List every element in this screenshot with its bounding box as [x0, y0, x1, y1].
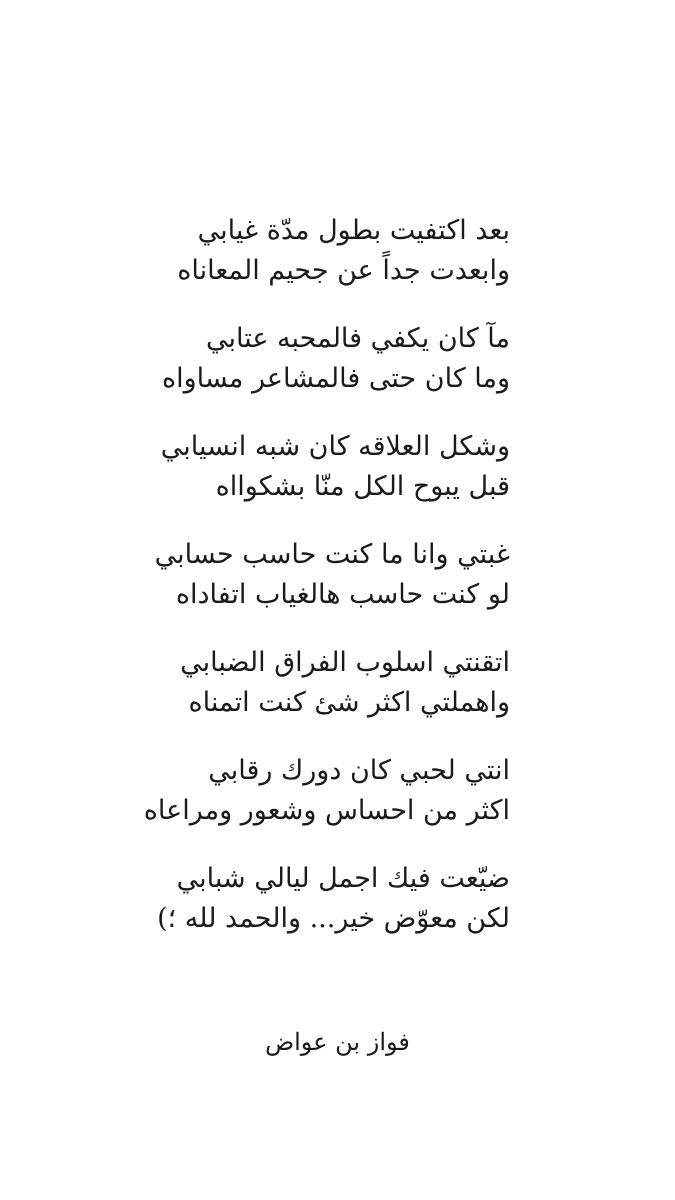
- poem: [0, 212, 675, 968]
- stanza-2: [0, 320, 675, 428]
- poem-line: اتقنتي اسلوب الفراق الضبابي: [180, 647, 510, 678]
- poem-line: وشكل العلاقه كان شبه انسيابي: [160, 431, 510, 462]
- poem-line: اكثر من احساس وشعور ومراعاه: [143, 795, 510, 826]
- poem-line: انتي لحبي كان دورك رقابي: [208, 755, 510, 786]
- poem-line: لو كنت حاسب هالغياب اتفاداه: [175, 579, 510, 610]
- poem-line: وابعدت جداً عن جحيم المعاناه: [177, 255, 510, 286]
- stanza-5: [0, 644, 675, 752]
- author-signature: فواز بن عواض: [265, 1028, 410, 1056]
- poem-line: قبل يبوح الكل منّا بشكوااه: [215, 471, 510, 502]
- poem-line: وما كان حتى فالمشاعر مساواه: [161, 363, 510, 394]
- stanza-1: [0, 212, 675, 320]
- poem-line: مآ كان يكفي فالمحبه عتابي: [205, 323, 510, 354]
- poem-line: واهملتي اكثر شئ كنت اتمناه: [188, 687, 510, 718]
- poem-line: غبتي وانا ما كنت حاسب حسابي: [154, 539, 510, 570]
- poem-line: لكن معوّض خير... والحمد لله ؛): [157, 903, 510, 934]
- stanza-6: [0, 752, 675, 860]
- poem-line: ضيّعت فيك اجمل ليالي شبابي: [176, 863, 510, 894]
- stanza-7: [0, 860, 675, 968]
- stanza-4: [0, 536, 675, 644]
- stanza-3: [0, 428, 675, 536]
- poem-line: بعد اكتفيت بطول مدّة غيابي: [197, 215, 510, 246]
